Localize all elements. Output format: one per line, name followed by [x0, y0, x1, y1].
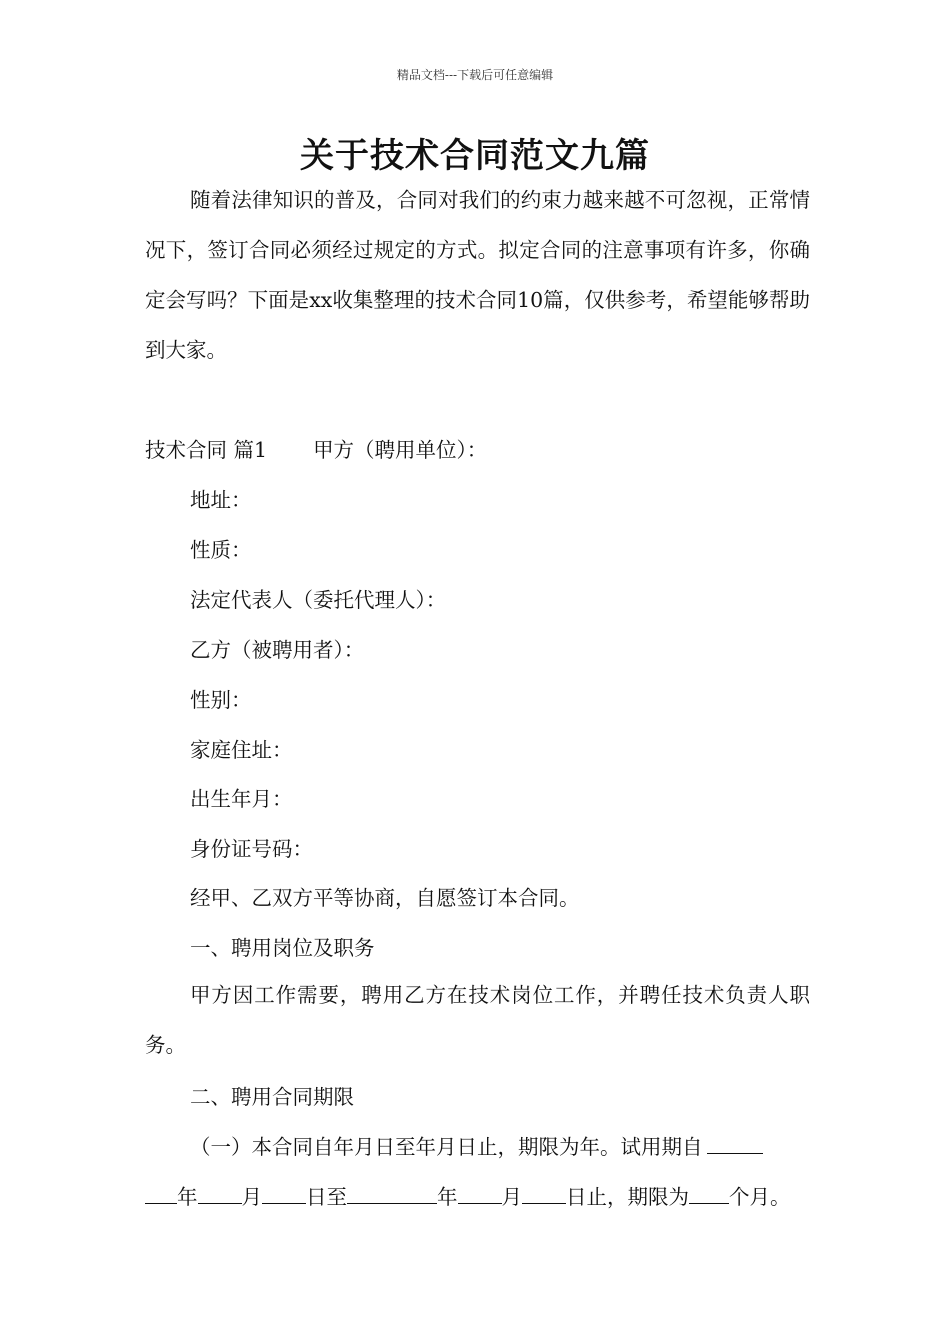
field-nature: 性质： [190, 538, 252, 562]
blank-field [689, 1183, 729, 1204]
section-heading-line [145, 435, 487, 465]
field-address: 地址： [190, 488, 252, 512]
clause2-line1 [190, 1132, 763, 1162]
clause2-title: 二、聘用合同期限 [190, 1085, 354, 1109]
date-unit-day-end: 日止，期限为 [566, 1185, 689, 1209]
clause2-line1-text: （一）本合同自年月日至年月日止，期限为年。试用期自 [190, 1135, 703, 1159]
blank-field [347, 1183, 437, 1204]
blank-field [145, 1183, 177, 1204]
clause1-title: 一、聘用岗位及职务 [190, 936, 375, 960]
document-title: 关于技术合同范文九篇 [300, 136, 650, 176]
field-party-b: 乙方（被聘用者）： [190, 638, 365, 662]
intro-paragraph: 随着法律知识的普及，合同对我们的约束力越来越不可忽视，正常情况下，签订合同必须经过规定的方式。拟定合同的注意事项有许多，你确定会写吗？下面是xx收集整理的技术合同10篇，仅供参考，希望能够帮助到大家。 [145, 188, 810, 362]
field-id-number: 身份证号码： [190, 837, 313, 861]
date-unit-day-to: 日至 [306, 1185, 347, 1209]
field-home-address: 家庭住址： [190, 738, 293, 762]
blank-field [458, 1183, 502, 1204]
clause2-line2 [145, 1182, 791, 1212]
page-header: 精品文档---下载后可任意编辑 [396, 68, 554, 82]
section-heading: 技术合同 篇1 [145, 438, 268, 462]
date-unit-month: 月 [241, 1185, 262, 1209]
field-gender: 性别： [190, 688, 252, 712]
date-unit-year: 年 [437, 1185, 458, 1209]
party-a-label: 甲方（聘用单位）： [313, 438, 488, 462]
date-unit-month: 月 [501, 1185, 522, 1209]
period-months: 个月。 [729, 1185, 791, 1209]
blank-field [522, 1183, 566, 1204]
field-birth-date: 出生年月： [190, 787, 293, 811]
blank-field [262, 1183, 306, 1204]
agreement-statement: 经甲、乙双方平等协商，自愿签订本合同。 [190, 886, 580, 910]
field-legal-representative: 法定代表人（委托代理人）： [190, 588, 447, 612]
clause1-text: 甲方因工作需要，聘用乙方在技术岗位工作，并聘任技术负责人职务。 [145, 983, 810, 1057]
date-unit-year: 年 [177, 1185, 198, 1209]
blank-field [707, 1133, 763, 1154]
blank-field [198, 1183, 242, 1204]
